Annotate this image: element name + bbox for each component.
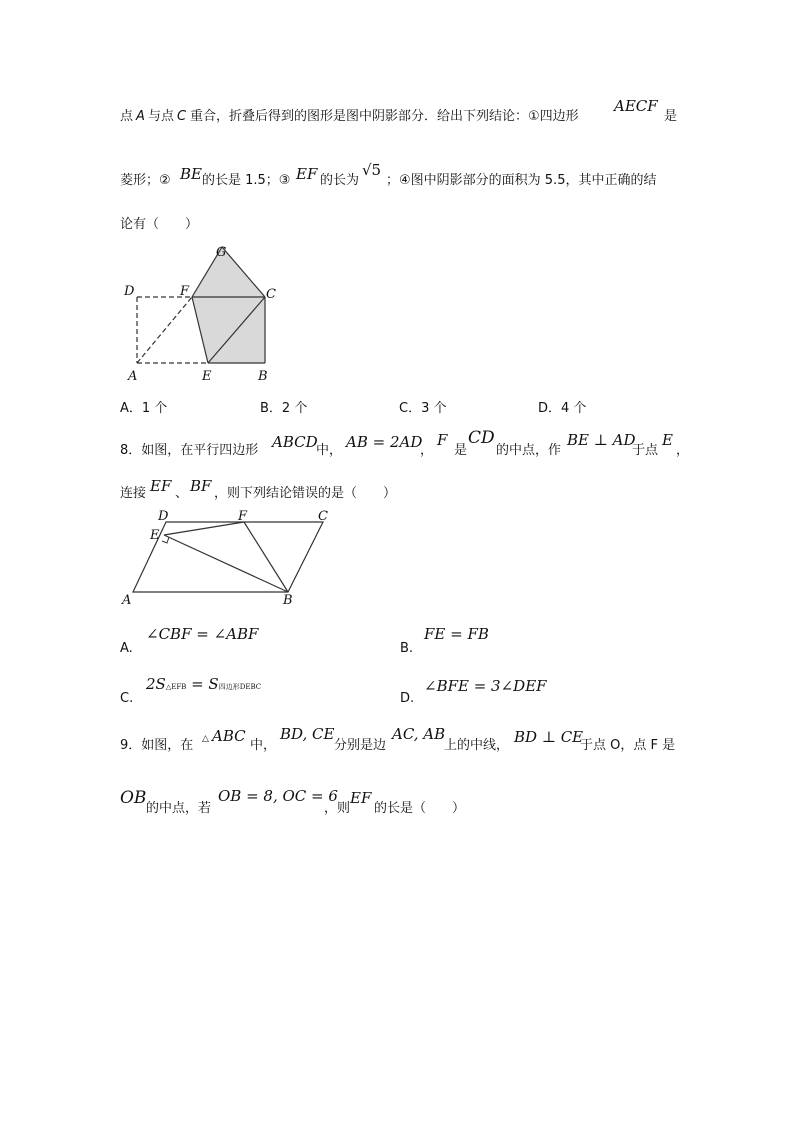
label-d: D (124, 284, 135, 299)
q8-text: 、 (175, 486, 189, 501)
q9-math-ob: OB (120, 788, 147, 808)
shaded-region (192, 247, 265, 363)
q7-text: 菱形；② (120, 173, 171, 188)
q7-text: 是 (664, 109, 678, 124)
label-d: D (158, 509, 169, 524)
q9-text: 的长是（ ） (374, 801, 466, 816)
label-e: E (150, 528, 160, 543)
label-c: C (266, 287, 276, 302)
q8-option-b: FE = FB (424, 625, 489, 643)
q8-option-b-label: B. (400, 641, 414, 656)
label-b: B (258, 369, 268, 384)
q8-text: ，则下列结论错误的是（ ） (214, 486, 397, 501)
q7-option-c: C．3 个 (399, 401, 447, 416)
q7-math-aecf: AECF (614, 97, 658, 115)
q7-math-ef: EF (296, 165, 318, 183)
q8-math-cd: CD (468, 428, 495, 448)
q7-text: ；④图中阴影部分的面积为 5.5，其中正确的结 (386, 173, 657, 188)
q8-math-ef: EF (150, 477, 172, 495)
q7-text: 重合，折叠后得到的图形是图中阴影部分．给出下列结论：①四边形 (190, 109, 579, 124)
q9-triangle-symbol: △ (202, 734, 209, 744)
q8-text: 是 (454, 443, 468, 458)
q8-figure (118, 508, 338, 608)
q9-text: 分别是边 (334, 738, 387, 753)
q7-point-c: C (177, 109, 187, 124)
q7-math-sqrt5: √5 (362, 161, 382, 179)
q8-stem: 8．如图，在平行四边形 (120, 443, 259, 458)
q7-option-d: D．4 个 (538, 401, 587, 416)
q9-math-bd-perp-ce: BD ⊥ CE (514, 728, 584, 746)
q8-text: 中， (316, 443, 343, 458)
q8-math-abcd: ABCD (272, 433, 318, 451)
q8-option-d: ∠BFE = 3∠DEF (424, 677, 547, 695)
q7-math-be: BE (180, 165, 202, 183)
q9-math-bd-ce: BD, CE (280, 725, 335, 743)
q7-text: 论有（ ） (120, 217, 199, 232)
q8-text: ， (420, 443, 434, 458)
label-f: F (180, 284, 190, 299)
q8-option-d-label: D. (400, 691, 415, 706)
label-f: F (238, 509, 248, 524)
q9-math-abc: ABC (212, 727, 246, 745)
q8-math-f: F (437, 431, 448, 449)
label-e: E (202, 369, 212, 384)
q9-math-ef: EF (350, 789, 372, 807)
q8-math-bf: BF (190, 477, 212, 495)
q8-option-c-label: C. (120, 691, 134, 706)
q7-option-b: B．2 个 (260, 401, 308, 416)
q7-option-a: A．1 个 (120, 401, 168, 416)
q9-math-conditions: OB = 8, OC = 6 (218, 787, 338, 805)
q8-math-ab-2ad: AB = 2AD (346, 433, 423, 451)
q7-figure (120, 240, 280, 385)
label-b: B (283, 593, 293, 608)
q9-text: 的中点，若 (146, 801, 212, 816)
q8-math-e: E (662, 431, 673, 449)
q8-text: 的中点，作 (496, 443, 562, 458)
q9-text: ，则 (324, 801, 351, 816)
q8-text: 于点 (632, 443, 659, 458)
q8-option-a-label: A. (120, 641, 133, 656)
q8-text: 连接 (120, 486, 147, 501)
q8-math-be-perp-ad: BE ⊥ AD (567, 431, 636, 449)
q9-text: 上的中线， (444, 738, 510, 753)
label-a: A (122, 593, 132, 608)
q9-stem: 9．如图，在 (120, 738, 194, 753)
q8-option-c: 2S△EFB = S四边形DEBC (146, 675, 262, 693)
q9-text: 于点 O，点 F 是 (580, 738, 676, 753)
q8-text: ， (676, 443, 690, 458)
q9-text: 中， (250, 738, 277, 753)
q7-point-a: A (136, 109, 145, 124)
q7-text: 的长是 1.5；③ (202, 173, 291, 188)
label-g: G (216, 245, 227, 260)
q8-option-a: ∠CBF = ∠ABF (146, 625, 259, 643)
q7-text: 点 (120, 109, 134, 124)
q7-text: 的长为 (320, 173, 360, 188)
label-c: C (318, 509, 328, 524)
q9-math-ac-ab: AC, AB (392, 725, 446, 743)
label-a: A (128, 369, 138, 384)
q7-text: 与点 (148, 109, 175, 124)
